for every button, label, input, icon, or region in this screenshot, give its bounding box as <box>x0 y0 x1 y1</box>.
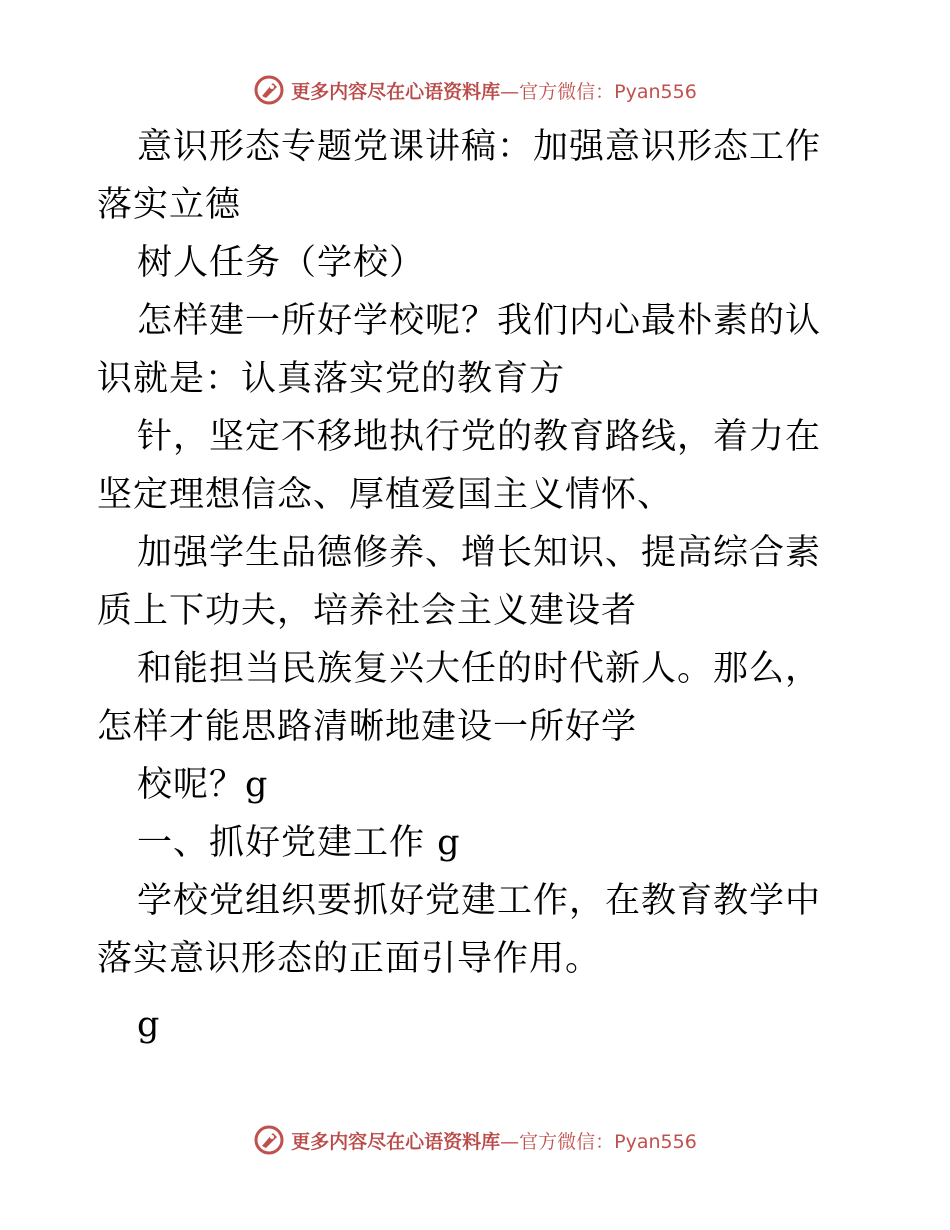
footer-banner <box>0 1120 950 1160</box>
section-heading: 一、抓好党建工作 g <box>137 823 461 863</box>
banner-text <box>291 1127 697 1154</box>
banner-separator: — <box>500 1130 520 1153</box>
banner-text <box>291 77 697 104</box>
paragraph: g <box>137 1005 161 1045</box>
banner-official-text: 官方微信：Pyan556 <box>519 80 697 103</box>
pen-nib-logo-icon <box>253 1124 285 1156</box>
banner-separator: — <box>500 80 520 103</box>
paragraph: 意识形态专题党课讲稿：加强意识形态工作落实立德 <box>97 127 822 225</box>
paragraph: 学校党组织要抓好党建工作，在教育教学中落实意识形态的正面引导作用。 <box>97 881 822 979</box>
document-body <box>97 118 853 1054</box>
paragraph: 针，坚定不移地执行党的教育路线，着力在坚定理想信念、厚植爱国主义情怀、 <box>97 417 822 515</box>
pen-nib-logo-icon <box>253 74 285 106</box>
paragraph: 树人任务（学校） <box>137 243 426 283</box>
banner-official-text: 官方微信：Pyan556 <box>519 1130 697 1153</box>
paragraph: 怎样建一所好学校呢？我们内心最朴素的认识就是：认真落实党的教育方 <box>97 301 822 399</box>
header-banner <box>0 70 950 110</box>
paragraph: 加强学生品德修养、增长知识、提高综合素质上下功夫，培养社会主义建设者 <box>97 533 822 631</box>
banner-brand-text: 更多内容尽在心语资料库 <box>291 80 501 103</box>
paragraph: 校呢？g <box>137 765 269 805</box>
banner-brand-text: 更多内容尽在心语资料库 <box>291 1130 501 1153</box>
paragraph: 和能担当民族复兴大任的时代新人。那么，怎样才能思路清晰地建设一所好学 <box>97 649 822 747</box>
